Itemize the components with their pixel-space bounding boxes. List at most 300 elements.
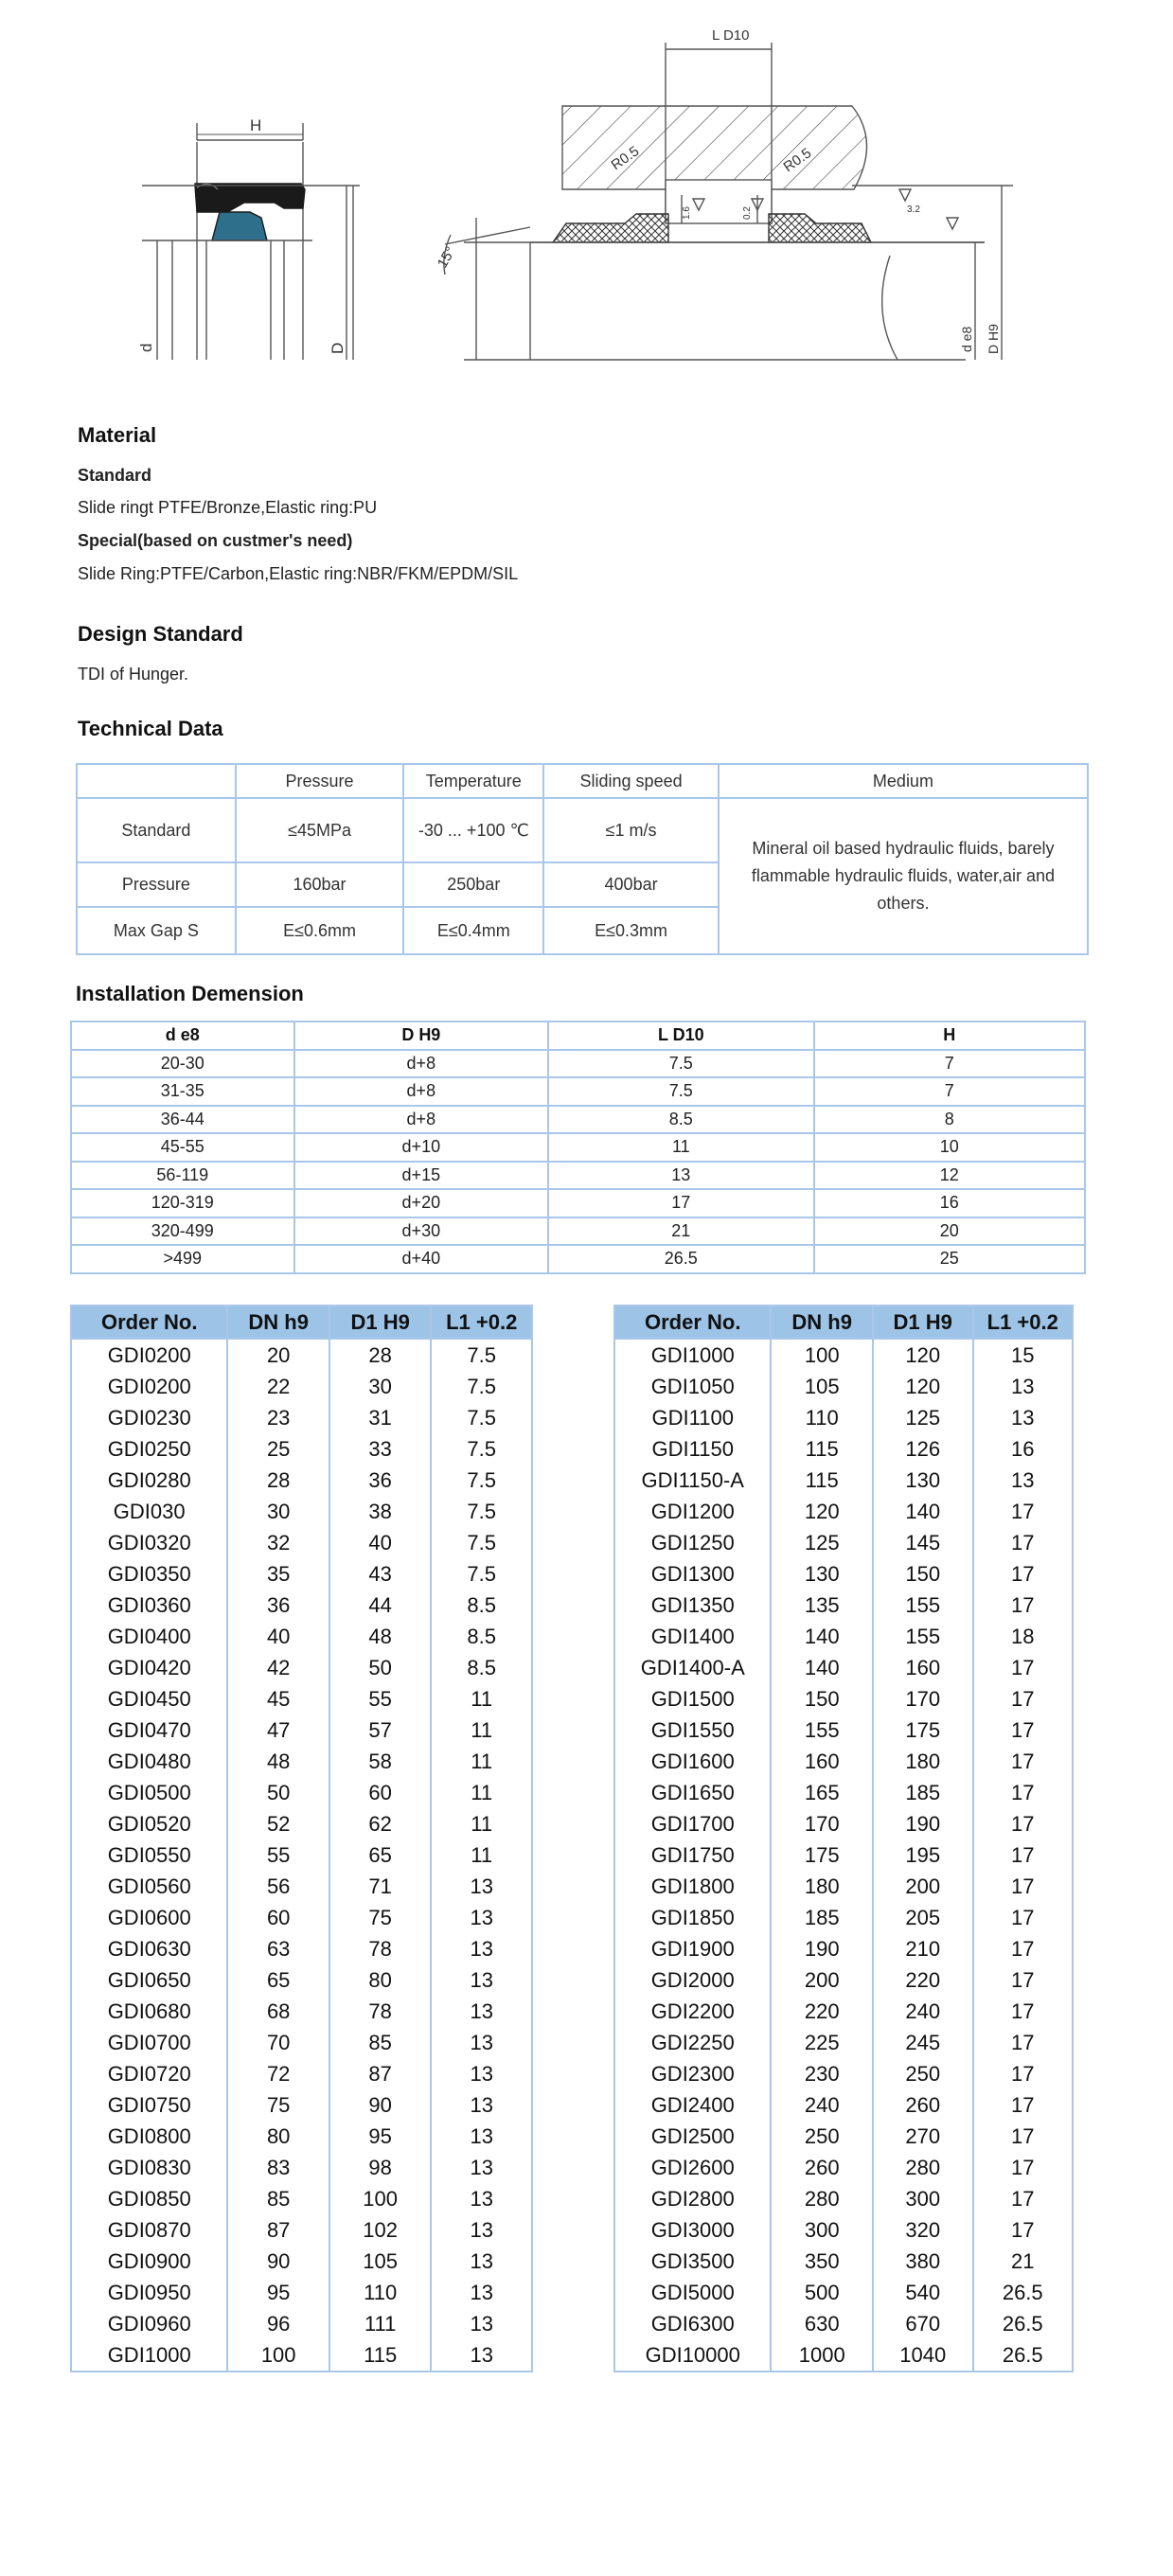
table-row [614, 1746, 1073, 1777]
installation-cell: 10 [814, 1133, 1085, 1162]
order-header-cell: D1 H9 [873, 1306, 973, 1339]
installation-cell: 7 [814, 1050, 1085, 1078]
table-row [71, 1465, 532, 1496]
order-cell: GDI0630 [71, 1933, 227, 1964]
label-angle: 15° [434, 243, 459, 271]
order-cell: 110 [771, 1402, 873, 1433]
tech-cell: 250bar [403, 862, 543, 907]
order-cell: 145 [873, 1527, 973, 1558]
order-cell: 13 [973, 1402, 1074, 1433]
order-cell: GDI1050 [614, 1371, 771, 1402]
order-cell: 13 [431, 2121, 532, 2152]
order-cell: 62 [329, 1808, 431, 1839]
table-row [614, 1527, 1073, 1558]
tech-cell: E≤0.4mm [403, 907, 543, 954]
order-cell: GDI1400 [614, 1621, 771, 1652]
table-header-row [71, 1306, 532, 1339]
table-row [71, 1871, 532, 1902]
order-cell: GDI0850 [71, 2183, 227, 2214]
order-cell: 175 [873, 1714, 973, 1746]
table-row [71, 2058, 532, 2089]
tech-cell: 400bar [543, 862, 719, 907]
installation-cell: d+30 [294, 1217, 549, 1246]
order-cell: 42 [227, 1652, 329, 1683]
order-cell: 115 [329, 2339, 431, 2372]
table-row [71, 2121, 532, 2152]
tech-header-cell: Temperature [403, 764, 543, 798]
order-cell: 55 [227, 1839, 329, 1871]
order-header-cell: D1 H9 [329, 1306, 431, 1339]
order-cell: 13 [431, 2308, 532, 2339]
table-row [71, 2339, 532, 2372]
table-row [614, 1433, 1073, 1465]
order-cell: 50 [227, 1777, 329, 1808]
tech-cell: Standard [77, 798, 236, 862]
table-row [614, 1371, 1073, 1402]
installation-cell: d+10 [294, 1133, 549, 1162]
order-cell: 670 [873, 2308, 973, 2339]
order-cell: 28 [227, 1465, 329, 1496]
order-cell: 7.5 [431, 1558, 532, 1590]
order-cell: 26.5 [973, 2339, 1074, 2372]
order-cell: 280 [873, 2152, 973, 2183]
table-row [71, 1245, 1085, 1273]
order-cell: GDI1400-A [614, 1652, 771, 1683]
order-cell: 11 [431, 1839, 532, 1871]
installation-cell: 21 [548, 1217, 813, 1246]
installation-cell: 17 [548, 1189, 813, 1217]
table-row [614, 1496, 1073, 1527]
table-row [71, 1590, 532, 1621]
table-row [71, 1964, 532, 1996]
order-cell: GDI1000 [614, 1339, 771, 1371]
installation-cell: d+15 [294, 1162, 549, 1190]
order-header-cell: DN h9 [227, 1306, 329, 1339]
order-cell: 33 [329, 1433, 431, 1465]
table-row [614, 2089, 1073, 2121]
order-cell: 80 [227, 2121, 329, 2152]
order-cell: 180 [771, 1871, 873, 1902]
order-cell: 13 [431, 1871, 532, 1902]
order-cell: 13 [973, 1371, 1074, 1402]
tech-cell: -30 ... +100 ℃ [403, 798, 543, 862]
installation-table [70, 1021, 1086, 1274]
order-cell: 36 [329, 1465, 431, 1496]
table-row [614, 2339, 1073, 2372]
order-cell: 17 [973, 1839, 1074, 1871]
order-cell: 83 [227, 2152, 329, 2183]
order-cell: 160 [873, 1652, 973, 1683]
order-cell: 135 [771, 1590, 873, 1621]
table-row [71, 1106, 1085, 1134]
order-cell: 102 [329, 2214, 431, 2246]
order-cell: 23 [227, 1402, 329, 1433]
table-row [71, 1652, 532, 1683]
table-row [71, 1996, 532, 2027]
order-cell: 40 [227, 1621, 329, 1652]
order-cell: 96 [227, 2308, 329, 2339]
table-row [614, 1777, 1073, 1808]
order-cell: 72 [227, 2058, 329, 2089]
table-row [614, 2308, 1073, 2339]
order-cell: 87 [227, 2214, 329, 2246]
order-cell: GDI0450 [71, 1683, 227, 1714]
order-cell: GDI2300 [614, 2058, 771, 2089]
installation-cell: 8 [814, 1106, 1085, 1134]
order-cell: 30 [329, 1371, 431, 1402]
order-cell: 71 [329, 1871, 431, 1902]
order-cell: 35 [227, 1558, 329, 1590]
order-cell: 630 [771, 2308, 873, 2339]
installation-cell: 8.5 [548, 1106, 813, 1134]
order-cell: 120 [873, 1339, 973, 1371]
order-cell: 7.5 [431, 1433, 532, 1465]
order-cell: GDI0200 [71, 1339, 227, 1371]
label-ld10: L D10 [712, 27, 750, 44]
order-cell: 200 [771, 1964, 873, 1996]
table-row [71, 2152, 532, 2183]
label-de8: d e8 [959, 326, 974, 352]
order-cell: GDI2400 [614, 2089, 771, 2121]
tech-cell: E≤0.3mm [543, 907, 719, 954]
order-header-cell: Order No. [71, 1306, 227, 1339]
order-cell: 120 [873, 1371, 973, 1402]
order-cell: 220 [873, 1964, 973, 1996]
installation-cell: d+40 [294, 1245, 549, 1273]
table-row [71, 2027, 532, 2058]
order-cell: 180 [873, 1746, 973, 1777]
label-h: H [250, 116, 262, 134]
order-cell: 105 [329, 2246, 431, 2277]
order-cell: 380 [873, 2246, 973, 2277]
order-cell: 11 [431, 1746, 532, 1777]
order-cell: GDI0720 [71, 2058, 227, 2089]
order-cell: 13 [431, 2152, 532, 2183]
table-row [71, 1808, 532, 1839]
label-roughness-a: 1.6 [682, 206, 692, 220]
table-row [71, 1746, 532, 1777]
order-cell: 140 [771, 1652, 873, 1683]
order-cell: 7.5 [431, 1402, 532, 1433]
table-row [614, 1839, 1073, 1871]
tech-cell: ≤45MPa [236, 798, 404, 862]
table-row [614, 1808, 1073, 1839]
table-row [614, 1402, 1073, 1433]
order-cell: GDI1850 [614, 1902, 771, 1933]
order-cell: 25 [227, 1433, 329, 1465]
tech-cell: Max Gap S [77, 907, 236, 954]
material-special-text: Slide Ring:PTFE/Carbon,Elastic ring:NBR/FKM/EPDM/SIL [78, 564, 519, 583]
order-cell: GDI1550 [614, 1714, 771, 1746]
order-cell: 17 [973, 2089, 1074, 2121]
order-cell: 13 [431, 2339, 532, 2372]
order-cell: GDI5000 [614, 2277, 771, 2308]
table-header-row [71, 1022, 1085, 1050]
order-cell: GDI2000 [614, 1964, 771, 1996]
order-cell: 13 [973, 1465, 1074, 1496]
table-row [71, 2089, 532, 2121]
order-cell: 250 [873, 2058, 973, 2089]
order-cell: 58 [329, 1746, 431, 1777]
order-cell: 63 [227, 1933, 329, 1964]
design-standard-heading: Design Standard [78, 622, 243, 646]
order-cell: GDI0400 [71, 1621, 227, 1652]
order-cell: 100 [227, 2339, 329, 2372]
order-cell: GDI1200 [614, 1496, 771, 1527]
order-cell: GDI0560 [71, 1871, 227, 1902]
order-cell: 13 [431, 2277, 532, 2308]
order-cell: GDI0830 [71, 2152, 227, 2183]
table-row [614, 2183, 1073, 2214]
table-row [614, 1996, 1073, 2027]
order-cell: 52 [227, 1808, 329, 1839]
table-row [614, 1683, 1073, 1714]
order-cell: 17 [973, 1496, 1074, 1527]
order-cell: 28 [329, 1339, 431, 1371]
order-cell: 17 [973, 2152, 1074, 2183]
table-row [614, 2058, 1073, 2089]
order-cell: 13 [431, 2214, 532, 2246]
order-cell: GDI0960 [71, 2308, 227, 2339]
order-cell: 13 [431, 1996, 532, 2027]
table-row [614, 1714, 1073, 1746]
table-row [71, 2308, 532, 2339]
order-cell: 155 [873, 1590, 973, 1621]
order-cell: 11 [431, 1683, 532, 1714]
table-row [71, 1683, 532, 1714]
order-cell: 185 [771, 1902, 873, 1933]
table-row [71, 2214, 532, 2246]
inst-header-cell: d e8 [71, 1022, 294, 1050]
order-cell: GDI1900 [614, 1933, 771, 1964]
order-cell: 320 [873, 2214, 973, 2246]
installation-cell: 7.5 [548, 1050, 813, 1078]
order-cell: 13 [431, 2089, 532, 2121]
order-cell: 7.5 [431, 1339, 532, 1371]
table-row [614, 2152, 1073, 2183]
label-dh9: D H9 [986, 324, 1001, 354]
order-cell: GDI6300 [614, 2308, 771, 2339]
table-row [614, 1933, 1073, 1964]
table-row [71, 1162, 1085, 1190]
order-cell: 65 [329, 1839, 431, 1871]
order-cell: GDI0250 [71, 1433, 227, 1465]
order-cell: 26.5 [973, 2308, 1074, 2339]
material-heading: Material [78, 423, 157, 447]
order-cell: 17 [973, 1746, 1074, 1777]
order-cell: 17 [973, 1964, 1074, 1996]
technical-data-table [76, 763, 1089, 955]
table-row [71, 1558, 532, 1590]
tech-header-cell: Sliding speed [543, 764, 719, 798]
order-cell: 280 [771, 2183, 873, 2214]
order-cell: 190 [771, 1933, 873, 1964]
table-row [71, 1839, 532, 1871]
order-cell: GDI1650 [614, 1777, 771, 1808]
inst-header-cell: D H9 [294, 1022, 549, 1050]
order-cell: 17 [973, 2183, 1074, 2214]
order-cell: 13 [431, 2027, 532, 2058]
label-r05-left: R0.5 [608, 143, 643, 174]
order-cell: 17 [973, 2121, 1074, 2152]
order-cell: 43 [329, 1558, 431, 1590]
installation-heading: Installation Demension [76, 982, 304, 1005]
installation-cell: 13 [548, 1162, 813, 1190]
order-cell: 185 [873, 1777, 973, 1808]
table-row [71, 1496, 532, 1527]
order-cell: 48 [227, 1746, 329, 1777]
order-cell: 126 [873, 1433, 973, 1465]
order-cell: 98 [329, 2152, 431, 2183]
order-cell: GDI0360 [71, 1590, 227, 1621]
order-cell: GDI0480 [71, 1746, 227, 1777]
seal-cross-section [142, 123, 360, 360]
order-cell: 7.5 [431, 1371, 532, 1402]
order-cell: GDI0350 [71, 1558, 227, 1590]
order-cell: GDI0900 [71, 2246, 227, 2277]
order-cell: GDI1300 [614, 1558, 771, 1590]
installation-cell: 120-319 [71, 1189, 294, 1217]
table-row [614, 1652, 1073, 1683]
order-cell: GDI0680 [71, 1996, 227, 2027]
order-cell: 17 [973, 1527, 1074, 1558]
installation-cell: 31-35 [71, 1077, 294, 1106]
material-special-label: Special(based on custmer's need) [78, 531, 353, 550]
order-cell: GDI2800 [614, 2183, 771, 2214]
order-cell: 100 [771, 1339, 873, 1371]
order-cell: 57 [329, 1714, 431, 1746]
order-cell: 65 [227, 1964, 329, 1996]
order-cell: 300 [873, 2183, 973, 2214]
installation-cell: 20 [814, 1217, 1085, 1246]
installation-cell: 320-499 [71, 1217, 294, 1246]
order-cell: 170 [873, 1683, 973, 1714]
seal-technical-drawing [0, 0, 1173, 398]
order-cell: GDI1250 [614, 1527, 771, 1558]
order-cell: GDI1150 [614, 1433, 771, 1465]
table-row [614, 2246, 1073, 2277]
order-cell: 45 [227, 1683, 329, 1714]
installation-cell: d+8 [294, 1077, 549, 1106]
order-cell: 78 [329, 1933, 431, 1964]
order-cell: 115 [771, 1433, 873, 1465]
order-cell: 240 [771, 2089, 873, 2121]
order-cell: 13 [431, 1964, 532, 1996]
order-cell: GDI2600 [614, 2152, 771, 2183]
order-cell: 260 [873, 2089, 973, 2121]
order-cell: GDI1000 [71, 2339, 227, 2372]
table-row [614, 1621, 1073, 1652]
table-row [71, 1527, 532, 1558]
technical-data-heading: Technical Data [78, 717, 223, 740]
order-cell: 210 [873, 1933, 973, 1964]
order-cell: 13 [431, 1933, 532, 1964]
order-cell: 540 [873, 2277, 973, 2308]
order-cell: GDI0550 [71, 1839, 227, 1871]
order-cell: 13 [431, 2058, 532, 2089]
order-cell: GDI0280 [71, 1465, 227, 1496]
order-cell: 13 [431, 1902, 532, 1933]
order-cell: 17 [973, 1714, 1074, 1746]
table-row [71, 1133, 1085, 1162]
order-cell: 17 [973, 1902, 1074, 1933]
order-cell: 111 [329, 2308, 431, 2339]
order-cell: 8.5 [431, 1652, 532, 1683]
installation-cell: 25 [814, 1245, 1085, 1273]
order-cell: 155 [771, 1714, 873, 1746]
table-row [614, 1871, 1073, 1902]
table-row [71, 1339, 532, 1371]
tech-header-cell: Pressure [236, 764, 404, 798]
installation-cell: d+20 [294, 1189, 549, 1217]
order-header-cell: DN h9 [771, 1306, 873, 1339]
order-cell: 130 [771, 1558, 873, 1590]
installation-cell: 56-119 [71, 1162, 294, 1190]
tech-header-cell [77, 764, 236, 798]
order-cell: 16 [973, 1433, 1074, 1465]
order-cell: 350 [771, 2246, 873, 2277]
material-standard-label: Standard [78, 466, 152, 485]
order-cell: GDI0700 [71, 2027, 227, 2058]
installation-cell: >499 [71, 1245, 294, 1273]
order-header-cell: L1 +0.2 [431, 1306, 532, 1339]
order-cell: 47 [227, 1714, 329, 1746]
order-cell: 44 [329, 1590, 431, 1621]
table-row [71, 1050, 1085, 1078]
order-cell: GDI2500 [614, 2121, 771, 2152]
order-cell: 130 [873, 1465, 973, 1496]
order-cell: 17 [973, 1558, 1074, 1590]
order-cell: 190 [873, 1808, 973, 1839]
table-row [71, 1371, 532, 1402]
order-cell: 85 [329, 2027, 431, 2058]
order-cell: 70 [227, 2027, 329, 2058]
groove-assembly-drawing [444, 43, 1013, 360]
order-cell: 170 [771, 1808, 873, 1839]
table-header-row [77, 764, 1088, 798]
order-cell: 17 [973, 2027, 1074, 2058]
order-cell: 30 [227, 1496, 329, 1527]
order-cell: 8.5 [431, 1621, 532, 1652]
order-cell: 80 [329, 1964, 431, 1996]
tech-cell: Pressure [77, 862, 236, 907]
order-cell: 260 [771, 2152, 873, 2183]
order-cell: 55 [329, 1683, 431, 1714]
order-cell: 195 [873, 1839, 973, 1871]
order-cell: 18 [973, 1621, 1074, 1652]
table-row [71, 1402, 532, 1433]
table-row [614, 1964, 1073, 1996]
order-cell: 60 [329, 1777, 431, 1808]
order-cell: 150 [771, 1683, 873, 1714]
table-row [71, 1433, 532, 1465]
table-row [614, 2027, 1073, 2058]
table-row [71, 2246, 532, 2277]
table-row [614, 1902, 1073, 1933]
order-cell: GDI0500 [71, 1777, 227, 1808]
inst-header-cell: L D10 [548, 1022, 813, 1050]
installation-cell: 7 [814, 1077, 1085, 1106]
order-cell: GDI0950 [71, 2277, 227, 2308]
order-cell: 85 [227, 2183, 329, 2214]
order-cell: 220 [771, 1996, 873, 2027]
table-row [614, 1465, 1073, 1496]
order-cell: 31 [329, 1402, 431, 1433]
order-cell: GDI0230 [71, 1402, 227, 1433]
order-cell: 36 [227, 1590, 329, 1621]
order-cell: 17 [973, 1871, 1074, 1902]
order-cell: 165 [771, 1777, 873, 1808]
